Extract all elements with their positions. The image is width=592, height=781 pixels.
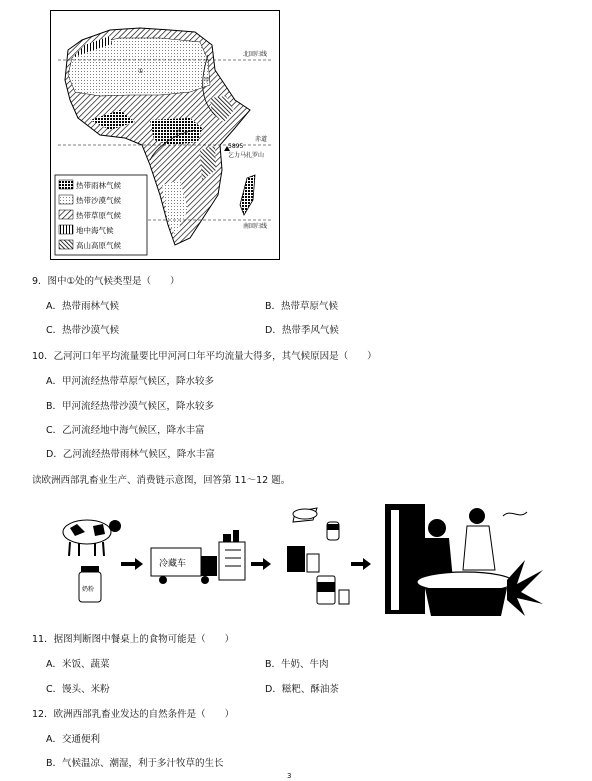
- africa-climate-map: [50, 10, 280, 260]
- cow-illustration: [63, 520, 121, 556]
- q11-option-c[interactable]: C．馒头、米粉: [46, 684, 110, 695]
- dining-scene: [385, 504, 543, 616]
- label-jia: 甲: [204, 77, 211, 84]
- label-tropic-south: 南回归线: [243, 223, 268, 230]
- page-number: 3: [287, 772, 292, 780]
- label-tropic-north: 北回归线: [243, 51, 268, 58]
- legend-rainforest: 热带雨林气候: [76, 181, 121, 190]
- q10-option-b[interactable]: B．甲河流经热带沙漠气候区，降水较多: [46, 401, 215, 412]
- map-legend: [55, 175, 147, 255]
- q11-option-d[interactable]: D．糍粑、酥油茶: [265, 684, 339, 695]
- arrow-3: [351, 558, 371, 570]
- q10-option-a[interactable]: A．甲河流经热带草原气候区，降水较多: [46, 376, 214, 387]
- arrow-1: [121, 558, 143, 570]
- q10-option-c[interactable]: C．乙河流经地中海气候区，降水丰富: [46, 425, 205, 436]
- label-yi: 乙: [176, 129, 183, 136]
- q9-option-c[interactable]: C．热带沙漠气候: [46, 325, 120, 336]
- legend-desert: 热带沙漠气候: [76, 196, 121, 205]
- legend-highland: 高山高原气候: [76, 241, 121, 250]
- label-peak-name: 乞力马扎罗山: [228, 152, 265, 159]
- q11-stem: 11．据图判断图中餐桌上的食物可能是（ ）: [32, 634, 235, 645]
- legend-mediterranean: 地中海气候: [76, 226, 114, 235]
- q9-stem: 9．图中①处的气候类型是（ ）: [32, 276, 180, 287]
- truck-label: 冷藏车: [159, 559, 187, 569]
- q9-option-b[interactable]: B．热带草原气候: [265, 301, 339, 312]
- q10-option-d[interactable]: D．乙河流经热带雨林气候区，降水丰富: [46, 449, 215, 460]
- q10-stem: 10．乙河河口年平均流量要比甲河河口年平均流量大得多，其气候原因是（ ）: [32, 351, 377, 362]
- q11-option-a[interactable]: A．米饭、蔬菜: [46, 659, 110, 670]
- label-equator: 赤道: [255, 136, 268, 143]
- dairy-factory: [219, 530, 245, 580]
- q12-option-a[interactable]: A．交通便利: [46, 734, 100, 745]
- dairy-products: [287, 508, 349, 604]
- dairy-chain-diagram: [55, 500, 545, 620]
- label-region1: ①: [138, 68, 144, 75]
- arrow-2: [251, 558, 271, 570]
- refrigerated-truck: [151, 548, 217, 584]
- q12-option-b[interactable]: B．气候温凉、潮湿，利于多汁牧草的生长: [46, 758, 224, 769]
- can-label: 奶粉: [82, 586, 95, 593]
- q9-option-d[interactable]: D．热带季风气候: [265, 325, 339, 336]
- legend-savanna: 热带草原气候: [76, 211, 121, 220]
- q12-stem: 12．欧洲西部乳畜业发达的自然条件是（ ）: [32, 709, 235, 720]
- section-intro: 读欧洲西部乳畜业生产、消费链示意图，回答第 11～12 题。: [32, 475, 291, 486]
- q11-option-b[interactable]: B．牛奶、牛肉: [265, 659, 329, 670]
- label-peak-height: 5895: [228, 143, 244, 150]
- milk-powder-can: [79, 566, 101, 602]
- q9-option-a[interactable]: A．热带雨林气候: [46, 301, 119, 312]
